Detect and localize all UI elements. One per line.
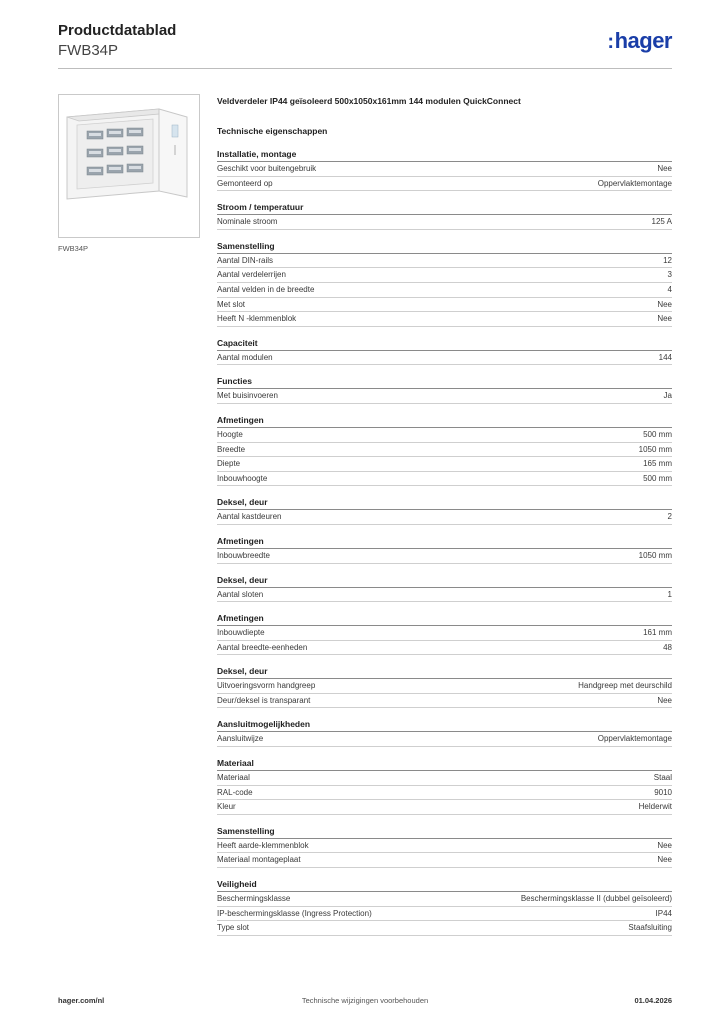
- spec-row: [217, 298, 672, 313]
- spec-row-label: Type slot: [217, 923, 250, 933]
- spec-row-value: Nee: [657, 840, 672, 850]
- product-code: FWB34P: [58, 42, 119, 59]
- spec-row-label: Breedte: [217, 444, 246, 454]
- technical-properties-heading: Technische eigenschappen: [217, 126, 328, 136]
- footer-notice: Technische wijzigingen voorbehouden: [301, 996, 429, 1005]
- spec-group: [217, 201, 672, 230]
- spec-row-value: 2: [667, 512, 672, 522]
- spec-row-label: Aantal verdelerrijen: [217, 270, 286, 280]
- spec-group: [217, 718, 672, 747]
- spec-group-title: Installatie, montage: [217, 148, 672, 162]
- spec-row-label: Aantal DIN-rails: [217, 255, 274, 265]
- spec-row: [217, 549, 672, 564]
- spec-row-label: Aantal breedte-eenheden: [217, 642, 308, 652]
- spec-row: [217, 254, 672, 269]
- spec-row: [217, 177, 672, 192]
- distribution-board-image: [59, 95, 199, 237]
- spec-row-label: Aantal sloten: [217, 589, 264, 599]
- spec-row: [217, 892, 672, 907]
- spec-row-value: Staal: [653, 773, 672, 783]
- product-image: [58, 94, 200, 238]
- spec-row-label: Deur/deksel is transparant: [217, 695, 311, 705]
- page-header: [58, 22, 672, 68]
- spec-group-title: Samenstelling: [217, 240, 672, 254]
- product-description: Veldverdeler IP44 geïsoleerd 500x1050x161mm 144 modulen QuickConnect: [217, 96, 521, 106]
- spec-row-value: Beschermingsklasse II (dubbel geïsoleerd): [520, 894, 672, 904]
- spec-row-label: Met buisinvoeren: [217, 391, 278, 401]
- spec-row-value: 500 mm: [643, 473, 672, 483]
- image-caption: FWB34P: [58, 244, 89, 253]
- spec-row: [217, 215, 672, 230]
- spec-row-value: IP44: [655, 908, 672, 918]
- spec-group: [217, 665, 672, 708]
- spec-group: [217, 574, 672, 603]
- spec-row-value: 1050 mm: [638, 444, 672, 454]
- spec-row-value: 12: [663, 255, 672, 265]
- spec-group-title: Functies: [217, 375, 672, 389]
- spec-row: [217, 428, 672, 443]
- spec-group-title: Stroom / temperatuur: [217, 201, 672, 215]
- spec-row: [217, 732, 672, 747]
- spec-group: [217, 148, 672, 191]
- spec-row-value: Oppervlaktemontage: [597, 734, 672, 744]
- spec-row: [217, 771, 672, 786]
- spec-group-title: Materiaal: [217, 757, 672, 771]
- spec-row: [217, 626, 672, 641]
- spec-row: [217, 786, 672, 801]
- spec-row: [217, 162, 672, 177]
- spec-row-value: 500 mm: [643, 429, 672, 439]
- spec-row-value: 144: [658, 352, 672, 362]
- spec-group-title: Deksel, deur: [217, 665, 672, 679]
- spec-group: [217, 240, 672, 327]
- spec-row: [217, 800, 672, 815]
- spec-group: [217, 414, 672, 486]
- spec-row-label: Hoogte: [217, 429, 243, 439]
- spec-group: [217, 375, 672, 404]
- footer-date: 01.04.2026: [634, 996, 672, 1005]
- spec-row-value: 165 mm: [643, 459, 672, 469]
- spec-row-label: IP-beschermingsklasse (Ingress Protection): [217, 908, 372, 918]
- spec-row-value: Oppervlaktemontage: [597, 178, 672, 188]
- spec-row-label: Aantal velden in de breedte: [217, 284, 315, 294]
- spec-row-label: Heeft aarde-klemmenblok: [217, 840, 309, 850]
- spec-row-value: Ja: [663, 391, 672, 401]
- spec-row-value: Nee: [657, 314, 672, 324]
- spec-row-value: Nee: [657, 299, 672, 309]
- spec-group-title: Afmetingen: [217, 612, 672, 626]
- spec-row-label: Nominale stroom: [217, 217, 278, 227]
- spec-group: [217, 535, 672, 564]
- logo-text: hager: [614, 28, 672, 53]
- spec-row-label: Diepte: [217, 459, 241, 469]
- hager-logo: [607, 28, 672, 54]
- spec-row: [217, 853, 672, 868]
- spec-row-label: Inbouwdiepte: [217, 628, 265, 638]
- spec-row: [217, 351, 672, 366]
- spec-row-label: Kleur: [217, 802, 236, 812]
- spec-row: [217, 389, 672, 404]
- spec-group-title: Deksel, deur: [217, 574, 672, 588]
- spec-group-title: Afmetingen: [217, 535, 672, 549]
- spec-row-label: Geschikt voor buitengebruik: [217, 164, 317, 173]
- spec-row-value: 4: [667, 284, 672, 294]
- spec-group-title: Samenstelling: [217, 825, 672, 839]
- spec-row: [217, 283, 672, 298]
- spec-row: [217, 839, 672, 854]
- spec-section: [217, 94, 672, 936]
- spec-row-label: Met slot: [217, 299, 246, 309]
- spec-row: [217, 443, 672, 458]
- spec-group: [217, 757, 672, 815]
- spec-row-value: 3: [667, 270, 672, 280]
- page-footer: [58, 996, 672, 1010]
- spec-row: [217, 268, 672, 283]
- spec-row: [217, 472, 672, 487]
- spec-group: [217, 337, 672, 366]
- spec-row-value: 1: [667, 589, 672, 599]
- spec-row: [217, 510, 672, 525]
- spec-row-label: Inbouwbreedte: [217, 550, 270, 560]
- spec-group-title: Deksel, deur: [217, 496, 672, 510]
- header-divider: [58, 68, 672, 69]
- spec-group-title: Capaciteit: [217, 337, 672, 351]
- spec-group-title: Afmetingen: [217, 414, 672, 428]
- spec-row: [217, 921, 672, 936]
- spec-row: [217, 694, 672, 709]
- spec-group: [217, 878, 672, 936]
- spec-row-value: 9010: [654, 787, 672, 797]
- spec-row-label: Aantal kastdeuren: [217, 512, 282, 522]
- spec-group: [217, 612, 672, 655]
- spec-row-value: 48: [663, 642, 672, 652]
- spec-row-value: Nee: [657, 695, 672, 705]
- document-title: Productdatablad: [58, 22, 177, 39]
- spec-row-value: Staafsluiting: [628, 923, 672, 933]
- spec-row-value: 1050 mm: [638, 550, 672, 560]
- spec-group: [217, 496, 672, 525]
- spec-row-label: Beschermingsklasse: [217, 894, 291, 904]
- spec-group-title: Aansluitmogelijkheden: [217, 718, 672, 732]
- spec-row: [217, 588, 672, 603]
- spec-row-label: Uitvoeringsvorm handgreep: [217, 681, 316, 691]
- spec-row-label: Materiaal montageplaat: [217, 855, 301, 865]
- spec-row-value: Nee: [657, 164, 672, 173]
- spec-row-label: Inbouwhoogte: [217, 473, 268, 483]
- spec-row-value: Helderwit: [638, 802, 672, 812]
- spec-group-title: Veiligheid: [217, 878, 672, 892]
- spec-row-value: 125 A: [651, 217, 672, 227]
- spec-row-label: Gemonteerd op: [217, 178, 273, 188]
- spec-group: [217, 825, 672, 868]
- spec-row-label: Aansluitwijze: [217, 734, 264, 744]
- spec-groups: [217, 148, 672, 936]
- spec-row-label: Materiaal: [217, 773, 250, 783]
- footer-website[interactable]: hager.com/nl: [58, 996, 105, 1005]
- spec-row: [217, 641, 672, 656]
- spec-row-label: Heeft N -klemmenblok: [217, 314, 297, 324]
- spec-row-label: Aantal modulen: [217, 352, 273, 362]
- spec-row-value: 161 mm: [643, 628, 672, 638]
- spec-row: [217, 312, 672, 327]
- spec-row-label: RAL-code: [217, 787, 253, 797]
- spec-row-value: Nee: [657, 855, 672, 865]
- logo-dots: :: [607, 31, 614, 53]
- spec-row: [217, 907, 672, 922]
- spec-row: [217, 457, 672, 472]
- spec-row: [217, 679, 672, 694]
- spec-row-value: Handgreep met deurschild: [578, 681, 672, 691]
